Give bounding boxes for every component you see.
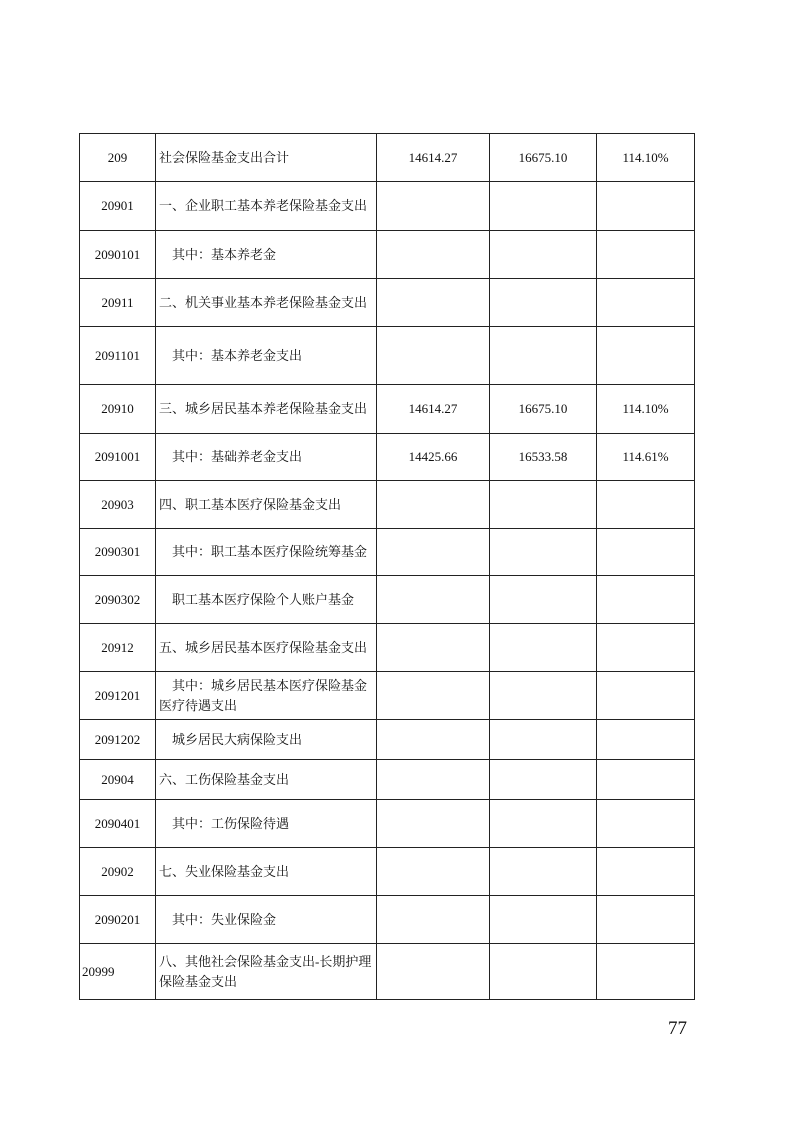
row-name: 六、工伤保险基金支出: [156, 760, 377, 800]
row-name: 五、城乡居民基本医疗保险基金支出: [156, 624, 377, 672]
row-value-2: [490, 231, 597, 279]
row-code: 2090302: [80, 576, 156, 624]
table-row: [80, 672, 695, 720]
row-code: 20910: [80, 385, 156, 434]
row-value-1: [377, 576, 490, 624]
row-code: 20999: [80, 944, 156, 1000]
row-value-2: [490, 529, 597, 576]
table-row: [80, 385, 695, 434]
row-value-3: [597, 800, 695, 848]
row-value-1: [377, 800, 490, 848]
row-value-1: 14614.27: [377, 385, 490, 434]
row-code: 209: [80, 134, 156, 182]
row-code: 2091101: [80, 327, 156, 385]
row-value-1: [377, 327, 490, 385]
row-name: 社会保险基金支出合计: [156, 134, 377, 182]
row-value-1: [377, 624, 490, 672]
row-value-1: [377, 760, 490, 800]
row-code: 2090401: [80, 800, 156, 848]
row-name: 七、失业保险基金支出: [156, 848, 377, 896]
row-value-2: [490, 720, 597, 760]
table-row: [80, 944, 695, 1000]
row-name: 其中：工伤保险待遇: [156, 800, 377, 848]
row-name: 二、机关事业基本养老保险基金支出: [156, 279, 377, 327]
row-value-2: [490, 481, 597, 529]
row-code: 20903: [80, 481, 156, 529]
row-name: 其中：城乡居民基本医疗保险基金医疗待遇支出: [156, 672, 377, 720]
row-value-3: [597, 481, 695, 529]
row-value-3: [597, 896, 695, 944]
table-row: [80, 800, 695, 848]
row-value-2: [490, 848, 597, 896]
row-name: 八、其他社会保险基金支出-长期护理保险基金支出: [156, 944, 377, 1000]
row-name: 其中：职工基本医疗保险统筹基金: [156, 529, 377, 576]
row-value-1: [377, 720, 490, 760]
row-value-1: [377, 182, 490, 231]
social-insurance-expenditure-table: [79, 133, 695, 1000]
table-row: [80, 576, 695, 624]
row-value-1: [377, 279, 490, 327]
row-value-2: 16675.10: [490, 385, 597, 434]
row-value-1: [377, 672, 490, 720]
row-value-3: 114.10%: [597, 385, 695, 434]
row-code: 20912: [80, 624, 156, 672]
row-value-2: [490, 800, 597, 848]
row-value-3: [597, 624, 695, 672]
row-code: 2091202: [80, 720, 156, 760]
row-code: 20902: [80, 848, 156, 896]
table-row: [80, 434, 695, 481]
row-code: 20904: [80, 760, 156, 800]
row-code: 2090101: [80, 231, 156, 279]
row-value-1: [377, 481, 490, 529]
row-name: 其中：基本养老金支出: [156, 327, 377, 385]
table-row: [80, 231, 695, 279]
table-row: [80, 481, 695, 529]
row-value-1: [377, 848, 490, 896]
table-row: [80, 529, 695, 576]
row-value-2: 16533.58: [490, 434, 597, 481]
row-value-2: [490, 182, 597, 231]
table-row: [80, 327, 695, 385]
row-name: 其中：基础养老金支出: [156, 434, 377, 481]
row-value-3: [597, 576, 695, 624]
row-value-2: [490, 576, 597, 624]
row-name: 其中：失业保险金: [156, 896, 377, 944]
row-value-3: 114.10%: [597, 134, 695, 182]
row-value-3: [597, 720, 695, 760]
row-value-1: [377, 231, 490, 279]
row-value-1: [377, 896, 490, 944]
row-value-3: [597, 944, 695, 1000]
page-number: 77: [668, 1018, 687, 1039]
table-row: [80, 279, 695, 327]
row-name: 职工基本医疗保险个人账户基金: [156, 576, 377, 624]
row-code: 2091201: [80, 672, 156, 720]
row-code: 2091001: [80, 434, 156, 481]
row-value-2: [490, 327, 597, 385]
row-value-3: [597, 182, 695, 231]
row-code: 2090301: [80, 529, 156, 576]
table-row: [80, 760, 695, 800]
row-value-3: [597, 760, 695, 800]
table-row: [80, 720, 695, 760]
row-value-3: [597, 231, 695, 279]
row-value-2: [490, 624, 597, 672]
table-row: [80, 624, 695, 672]
row-code: 20911: [80, 279, 156, 327]
row-value-2: [490, 279, 597, 327]
table-row: [80, 134, 695, 182]
row-name: 三、城乡居民基本养老保险基金支出: [156, 385, 377, 434]
row-value-2: 16675.10: [490, 134, 597, 182]
row-value-2: [490, 944, 597, 1000]
row-name: 城乡居民大病保险支出: [156, 720, 377, 760]
row-value-2: [490, 896, 597, 944]
row-value-3: [597, 327, 695, 385]
row-value-1: [377, 529, 490, 576]
table-row: [80, 182, 695, 231]
row-code: 20901: [80, 182, 156, 231]
table-row: [80, 848, 695, 896]
row-value-2: [490, 760, 597, 800]
row-value-3: [597, 279, 695, 327]
row-name: 其中：基本养老金: [156, 231, 377, 279]
row-value-1: [377, 944, 490, 1000]
row-code: 2090201: [80, 896, 156, 944]
row-value-1: 14425.66: [377, 434, 490, 481]
row-name: 一、企业职工基本养老保险基金支出: [156, 182, 377, 231]
row-value-3: [597, 672, 695, 720]
row-name: 四、职工基本医疗保险基金支出: [156, 481, 377, 529]
row-value-3: [597, 848, 695, 896]
row-value-3: [597, 529, 695, 576]
row-value-1: 14614.27: [377, 134, 490, 182]
row-value-3: 114.61%: [597, 434, 695, 481]
table-row: [80, 896, 695, 944]
row-value-2: [490, 672, 597, 720]
